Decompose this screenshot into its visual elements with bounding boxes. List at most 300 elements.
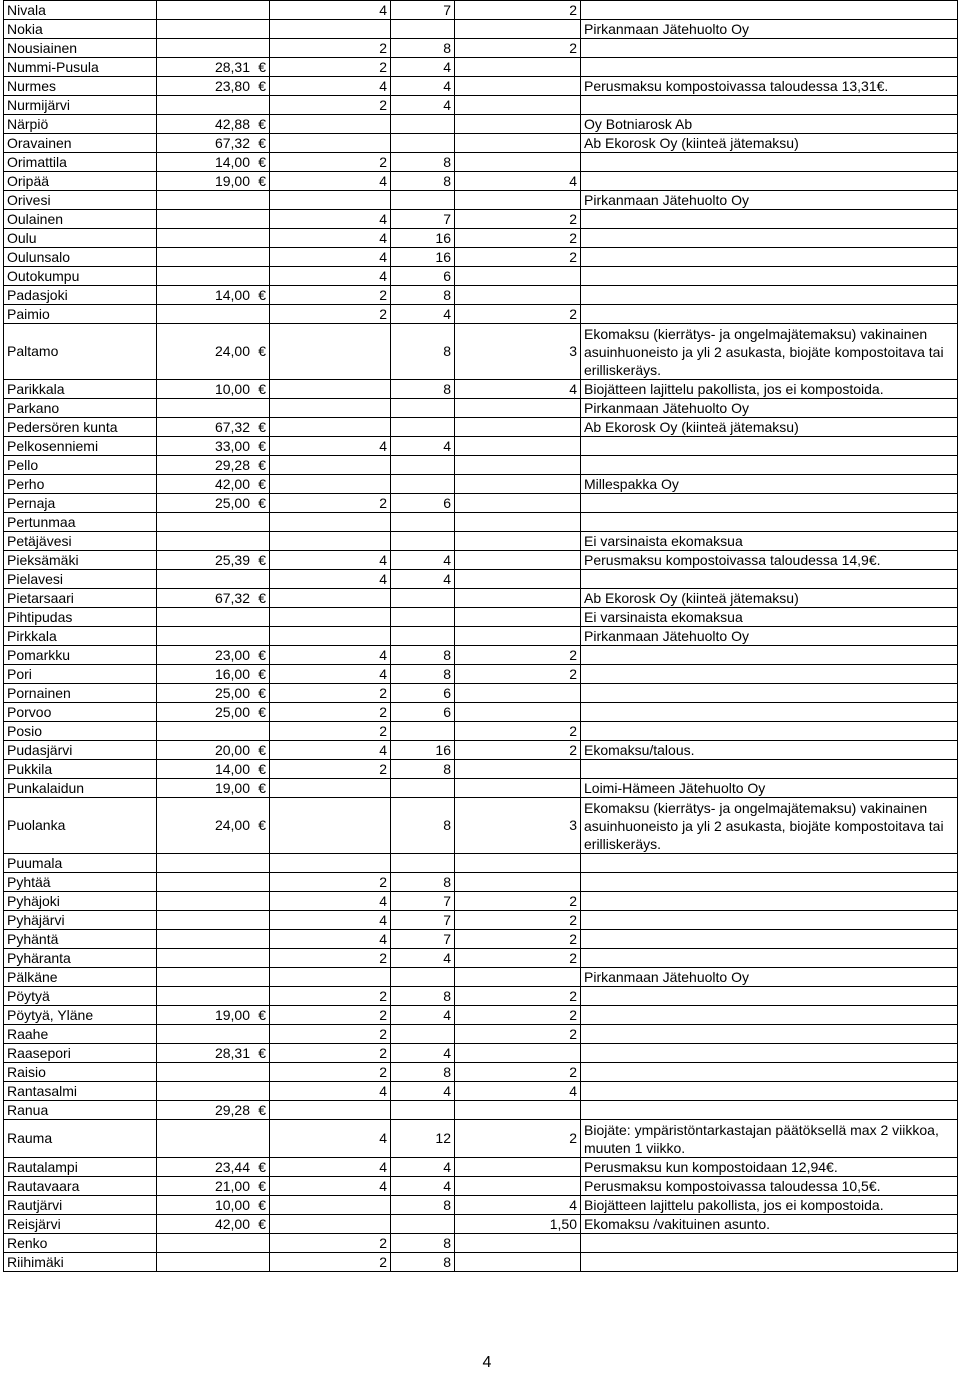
note-cell (581, 1101, 958, 1120)
column-2-cell: 6 (391, 703, 455, 722)
municipality-cell: Pihtipudas (4, 608, 157, 627)
column-3-cell (455, 115, 581, 134)
fee-cell (157, 210, 270, 229)
column-1-cell: 4 (270, 741, 391, 760)
column-2-cell (391, 115, 455, 134)
euro-sign: € (258, 153, 266, 170)
fee-value: 25,39 (214, 551, 250, 568)
column-1-cell: 2 (270, 873, 391, 892)
note-cell (581, 494, 958, 513)
column-2-cell (391, 627, 455, 646)
table-row (4, 646, 958, 665)
municipality-cell: Renko (4, 1234, 157, 1253)
column-2-cell: 7 (391, 911, 455, 930)
note-cell (581, 248, 958, 267)
column-3-cell (455, 779, 581, 798)
column-1-cell: 4 (270, 172, 391, 191)
municipality-cell: Oripää (4, 172, 157, 191)
column-3-cell: 2 (455, 1, 581, 20)
fee-value: 67,32 (214, 589, 250, 606)
note-cell (581, 911, 958, 930)
note-cell: Pirkanmaan Jätehuolto Oy (581, 627, 958, 646)
column-2-cell (391, 779, 455, 798)
column-1-cell: 2 (270, 39, 391, 58)
table-row (4, 1025, 958, 1044)
column-1-cell (270, 134, 391, 153)
note-cell (581, 58, 958, 77)
column-1-cell (270, 627, 391, 646)
column-3-cell: 1,50 (455, 1215, 581, 1234)
fee-cell (157, 798, 270, 854)
table-row (4, 684, 958, 703)
column-3-cell (455, 684, 581, 703)
table-row (4, 58, 958, 77)
municipality-cell: Pietarsaari (4, 589, 157, 608)
column-2-cell (391, 399, 455, 418)
fee-cell (157, 1234, 270, 1253)
euro-sign: € (258, 380, 266, 397)
fee-value: 19,00 (214, 1006, 250, 1023)
column-1-cell (270, 20, 391, 39)
table-row (4, 1177, 958, 1196)
municipality-cell: Pyhäranta (4, 949, 157, 968)
column-1-cell: 2 (270, 1234, 391, 1253)
column-3-cell (455, 760, 581, 779)
municipality-cell: Pedersören kunta (4, 418, 157, 437)
table-row (4, 286, 958, 305)
column-3-cell (455, 286, 581, 305)
municipality-cell: Pertunmaa (4, 513, 157, 532)
column-1-cell: 4 (270, 551, 391, 570)
column-3-cell (455, 267, 581, 286)
fee-cell (157, 475, 270, 494)
euro-sign: € (258, 779, 266, 796)
note-cell (581, 1025, 958, 1044)
table-row (4, 760, 958, 779)
note-cell: Ekomaksu/talous. (581, 741, 958, 760)
municipality-cell: Ranua (4, 1101, 157, 1120)
fee-cell (157, 930, 270, 949)
euro-sign: € (258, 77, 266, 94)
fee-cell (157, 911, 270, 930)
column-2-cell: 6 (391, 494, 455, 513)
column-3-cell: 3 (455, 798, 581, 854)
column-1-cell: 2 (270, 949, 391, 968)
note-cell: Ei varsinaista ekomaksua (581, 532, 958, 551)
column-3-cell (455, 854, 581, 873)
note-cell: Ekomaksu (kierrätys- ja ongelmajätemaksu) vakinainen asuinhuoneisto ja yli 2 asukasta, biojäte kompostoitava tai erilliskeräys. (581, 798, 958, 854)
column-3-cell: 2 (455, 1006, 581, 1025)
column-2-cell: 8 (391, 324, 455, 380)
column-2-cell: 4 (391, 96, 455, 115)
note-cell: Biojätteen lajittelu pakollista, jos ei kompostoida. (581, 1196, 958, 1215)
municipality-cell: Pello (4, 456, 157, 475)
column-1-cell: 4 (270, 1082, 391, 1101)
fee-cell (157, 134, 270, 153)
note-cell: Biojäte: ympäristöntarkastajan päätöksellä max 2 viikkoa, muuten 1 viikko. (581, 1120, 958, 1158)
column-2-cell (391, 513, 455, 532)
table-row (4, 267, 958, 286)
municipality-cell: Parkano (4, 399, 157, 418)
page-number: 4 (482, 1354, 492, 1371)
municipality-cell: Petäjävesi (4, 532, 157, 551)
table-row (4, 930, 958, 949)
fee-cell (157, 39, 270, 58)
column-3-cell (455, 1044, 581, 1063)
column-3-cell (455, 153, 581, 172)
table-row (4, 551, 958, 570)
fee-cell (157, 229, 270, 248)
note-cell: Pirkanmaan Jätehuolto Oy (581, 968, 958, 987)
column-3-cell (455, 1177, 581, 1196)
column-1-cell: 2 (270, 1063, 391, 1082)
note-cell: Pirkanmaan Jätehuolto Oy (581, 191, 958, 210)
column-2-cell (391, 589, 455, 608)
column-1-cell: 2 (270, 58, 391, 77)
municipality-cell: Puumala (4, 854, 157, 873)
column-2-cell (391, 20, 455, 39)
fee-cell (157, 608, 270, 627)
note-cell (581, 210, 958, 229)
municipality-cell: Parikkala (4, 380, 157, 399)
municipality-cell: Rantasalmi (4, 1082, 157, 1101)
euro-sign: € (258, 418, 266, 435)
fee-cell (157, 77, 270, 96)
municipality-cell: Posio (4, 722, 157, 741)
euro-sign: € (258, 665, 266, 682)
municipality-cell: Nokia (4, 20, 157, 39)
note-cell (581, 1044, 958, 1063)
note-cell (581, 286, 958, 305)
column-2-cell (391, 134, 455, 153)
fee-value: 16,00 (214, 665, 250, 682)
column-3-cell (455, 513, 581, 532)
column-3-cell (455, 96, 581, 115)
fee-cell (157, 494, 270, 513)
fee-cell (157, 1177, 270, 1196)
column-2-cell (391, 475, 455, 494)
municipality-cell: Pyhtää (4, 873, 157, 892)
note-cell (581, 892, 958, 911)
column-2-cell: 7 (391, 210, 455, 229)
column-2-cell: 8 (391, 873, 455, 892)
municipality-cell: Rautalampi (4, 1158, 157, 1177)
column-2-cell: 4 (391, 949, 455, 968)
column-3-cell (455, 456, 581, 475)
fee-value: 29,28 (214, 1101, 250, 1118)
table-row (4, 703, 958, 722)
municipality-cell: Nivala (4, 1, 157, 20)
column-2-cell: 7 (391, 1, 455, 20)
table-row (4, 77, 958, 96)
column-1-cell (270, 968, 391, 987)
note-cell (581, 684, 958, 703)
column-2-cell: 16 (391, 229, 455, 248)
municipality-cell: Rautavaara (4, 1177, 157, 1196)
municipality-cell: Pieksämäki (4, 551, 157, 570)
fee-value: 10,00 (214, 1196, 250, 1213)
fee-cell (157, 570, 270, 589)
fee-cell (157, 153, 270, 172)
fee-value: 21,00 (214, 1177, 250, 1194)
column-3-cell (455, 873, 581, 892)
table-row (4, 892, 958, 911)
column-2-cell: 4 (391, 551, 455, 570)
table-row (4, 475, 958, 494)
column-1-cell: 4 (270, 1158, 391, 1177)
column-2-cell: 8 (391, 39, 455, 58)
fee-cell (157, 703, 270, 722)
municipality-cell: Raahe (4, 1025, 157, 1044)
column-1-cell: 2 (270, 1006, 391, 1025)
column-3-cell (455, 703, 581, 722)
fee-cell (157, 1101, 270, 1120)
municipality-cell: Pyhäjärvi (4, 911, 157, 930)
column-1-cell: 2 (270, 684, 391, 703)
column-3-cell: 2 (455, 722, 581, 741)
column-3-cell (455, 437, 581, 456)
fee-cell (157, 418, 270, 437)
column-3-cell: 2 (455, 930, 581, 949)
table-row (4, 418, 958, 437)
column-2-cell: 4 (391, 1006, 455, 1025)
column-2-cell: 8 (391, 1196, 455, 1215)
municipality-cell: Nurmes (4, 77, 157, 96)
euro-sign: € (258, 589, 266, 606)
column-2-cell (391, 1025, 455, 1044)
euro-sign: € (258, 741, 266, 758)
table-row (4, 399, 958, 418)
column-2-cell (391, 854, 455, 873)
column-3-cell (455, 1101, 581, 1120)
table-row (4, 134, 958, 153)
municipality-cell: Porvoo (4, 703, 157, 722)
note-cell: Ekomaksu (kierrätys- ja ongelmajätemaksu) vakinainen asuinhuoneisto ja yli 2 asukasta, biojäte kompostoitava tai erilliskeräys. (581, 324, 958, 380)
column-1-cell: 4 (270, 248, 391, 267)
note-cell (581, 39, 958, 58)
column-3-cell: 2 (455, 210, 581, 229)
column-1-cell: 4 (270, 892, 391, 911)
column-2-cell (391, 722, 455, 741)
column-3-cell (455, 191, 581, 210)
column-1-cell: 2 (270, 1044, 391, 1063)
note-cell (581, 1082, 958, 1101)
column-1-cell (270, 589, 391, 608)
note-cell (581, 305, 958, 324)
fee-cell (157, 399, 270, 418)
table-row (4, 987, 958, 1006)
table-row (4, 1082, 958, 1101)
note-cell: Millespakka Oy (581, 475, 958, 494)
column-3-cell (455, 570, 581, 589)
note-cell: Ei varsinaista ekomaksua (581, 608, 958, 627)
fee-value: 33,00 (214, 437, 250, 454)
municipality-cell: Raasepori (4, 1044, 157, 1063)
fee-value: 24,00 (214, 817, 250, 833)
column-1-cell (270, 475, 391, 494)
column-1-cell (270, 115, 391, 134)
fee-cell (157, 248, 270, 267)
fee-cell (157, 760, 270, 779)
fee-cell (157, 1196, 270, 1215)
fee-cell (157, 267, 270, 286)
column-3-cell (455, 1158, 581, 1177)
column-1-cell: 2 (270, 96, 391, 115)
note-cell: Perusmaksu kompostoivassa taloudessa 14,9€. (581, 551, 958, 570)
column-2-cell (391, 191, 455, 210)
column-2-cell (391, 1101, 455, 1120)
fee-value: 28,31 (214, 1044, 250, 1061)
table-row (4, 494, 958, 513)
municipality-cell: Pielavesi (4, 570, 157, 589)
note-cell: Biojätteen lajittelu pakollista, jos ei kompostoida. (581, 380, 958, 399)
table-row (4, 229, 958, 248)
column-3-cell: 4 (455, 1196, 581, 1215)
column-1-cell: 2 (270, 286, 391, 305)
column-1-cell (270, 380, 391, 399)
euro-sign: € (258, 1101, 266, 1118)
note-cell (581, 1006, 958, 1025)
municipality-cell: Pirkkala (4, 627, 157, 646)
column-3-cell: 2 (455, 248, 581, 267)
column-2-cell: 4 (391, 305, 455, 324)
municipality-cell: Pöytyä, Yläne (4, 1006, 157, 1025)
column-3-cell: 2 (455, 229, 581, 248)
municipality-cell: Pelkosenniemi (4, 437, 157, 456)
municipality-cell: Pori (4, 665, 157, 684)
column-1-cell (270, 779, 391, 798)
fee-cell (157, 324, 270, 380)
column-2-cell: 8 (391, 665, 455, 684)
column-2-cell: 8 (391, 646, 455, 665)
euro-sign: € (258, 286, 266, 303)
table-row (4, 741, 958, 760)
note-cell: Perusmaksu kompostoivassa taloudessa 10,5€. (581, 1177, 958, 1196)
fee-cell (157, 1082, 270, 1101)
column-3-cell (455, 551, 581, 570)
fee-cell (157, 1044, 270, 1063)
fee-cell (157, 191, 270, 210)
euro-sign: € (258, 1006, 266, 1023)
column-1-cell (270, 532, 391, 551)
column-3-cell (455, 77, 581, 96)
table-row (4, 456, 958, 475)
column-1-cell: 2 (270, 494, 391, 513)
column-3-cell (455, 475, 581, 494)
municipality-cell: Pomarkku (4, 646, 157, 665)
column-3-cell: 2 (455, 741, 581, 760)
column-3-cell (455, 1234, 581, 1253)
fee-cell (157, 513, 270, 532)
table-row (4, 1158, 958, 1177)
column-2-cell (391, 532, 455, 551)
municipality-cell: Nurmijärvi (4, 96, 157, 115)
column-1-cell: 4 (270, 646, 391, 665)
fee-cell (157, 627, 270, 646)
column-2-cell: 6 (391, 267, 455, 286)
fee-cell (157, 1006, 270, 1025)
column-3-cell: 2 (455, 646, 581, 665)
column-2-cell: 4 (391, 1177, 455, 1196)
column-1-cell: 2 (270, 305, 391, 324)
column-1-cell (270, 456, 391, 475)
note-cell (581, 229, 958, 248)
column-2-cell (391, 1215, 455, 1234)
column-1-cell: 4 (270, 77, 391, 96)
column-3-cell: 2 (455, 892, 581, 911)
fee-cell (157, 115, 270, 134)
fee-value: 20,00 (214, 741, 250, 758)
note-cell (581, 267, 958, 286)
column-2-cell: 12 (391, 1120, 455, 1158)
table-row (4, 627, 958, 646)
table-row (4, 949, 958, 968)
table-row (4, 96, 958, 115)
fee-cell (157, 854, 270, 873)
municipality-cell: Pernaja (4, 494, 157, 513)
fee-cell (157, 456, 270, 475)
fee-cell (157, 779, 270, 798)
column-2-cell: 7 (391, 930, 455, 949)
column-3-cell (455, 968, 581, 987)
column-1-cell (270, 418, 391, 437)
column-2-cell (391, 608, 455, 627)
column-1-cell: 2 (270, 760, 391, 779)
column-1-cell: 2 (270, 1253, 391, 1272)
municipality-cell: Orivesi (4, 191, 157, 210)
note-cell (581, 437, 958, 456)
column-2-cell: 4 (391, 58, 455, 77)
fee-cell (157, 1253, 270, 1272)
note-cell: Ab Ekorosk Oy (kiinteä jätemaksu) (581, 134, 958, 153)
fee-value: 23,80 (214, 77, 250, 94)
column-2-cell (391, 456, 455, 475)
note-cell (581, 854, 958, 873)
column-2-cell: 6 (391, 684, 455, 703)
column-2-cell: 16 (391, 248, 455, 267)
fee-value: 24,00 (214, 343, 250, 359)
note-cell (581, 949, 958, 968)
municipality-cell: Nousiainen (4, 39, 157, 58)
column-1-cell (270, 399, 391, 418)
municipality-cell: Pudasjärvi (4, 741, 157, 760)
column-2-cell (391, 968, 455, 987)
municipality-cell: Puolanka (4, 798, 157, 854)
column-3-cell: 2 (455, 949, 581, 968)
note-cell (581, 665, 958, 684)
note-cell: Perusmaksu kompostoivassa taloudessa 13,31€. (581, 77, 958, 96)
fee-cell (157, 1025, 270, 1044)
euro-sign: € (258, 817, 266, 833)
fee-cell (157, 380, 270, 399)
column-3-cell (455, 494, 581, 513)
note-cell: Ekomaksu /vakituinen asunto. (581, 1215, 958, 1234)
municipality-cell: Oulu (4, 229, 157, 248)
fee-cell (157, 532, 270, 551)
fee-value: 19,00 (214, 779, 250, 796)
column-1-cell: 4 (270, 570, 391, 589)
euro-sign: € (258, 551, 266, 568)
column-1-cell: 2 (270, 722, 391, 741)
column-3-cell (455, 58, 581, 77)
table-row (4, 798, 958, 854)
column-2-cell: 8 (391, 760, 455, 779)
euro-sign: € (258, 475, 266, 492)
table-row (4, 1, 958, 20)
column-1-cell: 2 (270, 987, 391, 1006)
table-row (4, 1234, 958, 1253)
note-cell (581, 873, 958, 892)
